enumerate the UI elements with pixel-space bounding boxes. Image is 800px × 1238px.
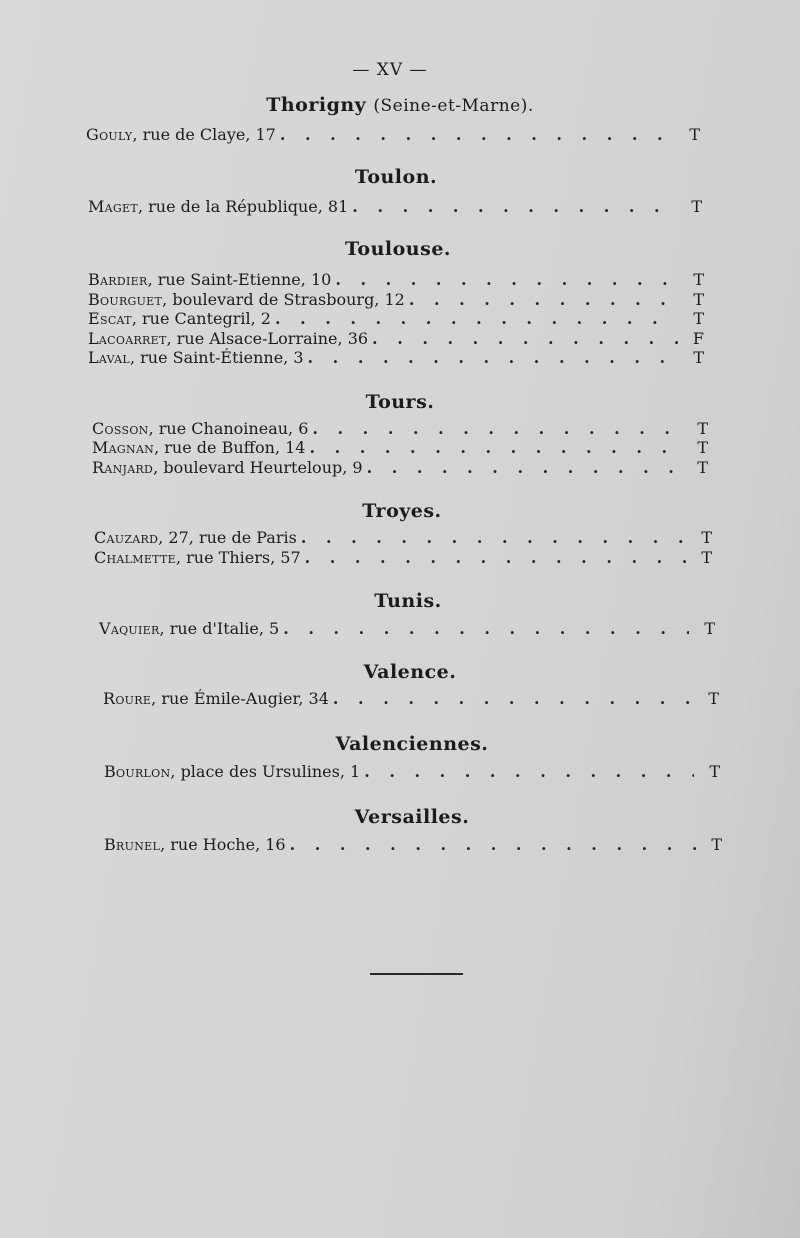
entry-name: Brunel	[104, 835, 161, 854]
entry-address: , place des Ursulines, 1	[170, 762, 361, 781]
list-item	[94, 528, 712, 548]
section-city: Thorigny	[266, 94, 367, 116]
dot-leader	[364, 762, 694, 781]
entry-code: T	[693, 290, 704, 309]
page-number: — XV —	[352, 60, 428, 80]
entry-code: T	[697, 458, 708, 477]
dot-leader	[335, 270, 678, 289]
dot-leader	[312, 419, 682, 438]
dot-leader	[333, 689, 693, 708]
dot-leader	[308, 348, 678, 367]
dot-leader	[290, 835, 696, 854]
entry-address: , rue Hoche, 16	[160, 835, 286, 854]
entry-name: Escat	[88, 309, 132, 328]
list-item	[86, 125, 700, 145]
section-city: Toulouse.	[344, 238, 452, 260]
entry-name: Ranjard	[92, 458, 154, 477]
dot-leader	[367, 458, 682, 477]
entry-address: , boulevard de Strasbourg, 12	[162, 290, 405, 309]
section-city: Troyes.	[362, 500, 442, 522]
list-item	[88, 197, 702, 217]
section-heading-toulon	[0, 166, 796, 188]
entry-name: Vaquier	[99, 619, 160, 638]
entry-name: Cosson	[92, 419, 149, 438]
section-region: (Seine-et-Marne).	[373, 96, 534, 116]
dot-leader	[301, 528, 686, 547]
entry-code: T	[693, 348, 704, 367]
section-city: Valence.	[363, 661, 457, 683]
dot-leader	[283, 619, 689, 638]
entry-address: , rue de Buffon, 14	[154, 438, 306, 457]
entry-name: Magnan	[92, 438, 155, 457]
closing-rule	[370, 973, 463, 975]
list-item	[92, 458, 708, 478]
entry-name: Chalmette	[94, 548, 176, 567]
entry-name: Gouly	[86, 125, 133, 144]
entry-address: , rue de Claye, 17	[132, 125, 276, 144]
entry-name: Maget	[88, 197, 138, 216]
list-item	[104, 762, 720, 782]
entry-code: T	[704, 619, 715, 638]
entry-code: T	[709, 762, 720, 781]
entry-code: T	[691, 197, 702, 216]
entry-address: , rue Cantegril, 2	[131, 309, 271, 328]
entry-name: Bourlon	[104, 762, 171, 781]
list-item	[94, 548, 712, 568]
entry-name: Cauzard	[94, 528, 159, 547]
entry-name: Bourguet	[88, 290, 163, 309]
entry-code: T	[701, 548, 712, 567]
section-city: Tours.	[365, 391, 435, 413]
list-item	[99, 619, 715, 639]
list-item	[88, 309, 704, 329]
entry-code: T	[693, 309, 704, 328]
dot-leader	[305, 548, 686, 567]
dot-leader	[280, 125, 674, 144]
entry-address: , rue Émile-Augier, 34	[151, 689, 329, 708]
entry-address: , boulevard Heurteloup, 9	[153, 458, 363, 477]
section-city: Versailles.	[354, 806, 470, 828]
entry-address: , rue de la République, 81	[137, 197, 349, 216]
section-heading-valenciennes	[12, 733, 800, 755]
entry-address: , rue Thiers, 57	[175, 548, 301, 567]
list-item	[92, 419, 708, 439]
section-heading-tours	[0, 391, 800, 413]
section-city: Valenciennes.	[335, 733, 489, 755]
entry-code: T	[701, 528, 712, 547]
entry-name: Laval	[88, 348, 130, 367]
entry-name: Roure	[103, 689, 152, 708]
dot-leader	[372, 329, 678, 348]
entry-address: , 27, rue de Paris	[158, 528, 297, 547]
entry-address: , rue Alsace-Lorraine, 36	[166, 329, 369, 348]
list-item	[88, 329, 704, 349]
entry-address: , rue Saint-Étienne, 3	[129, 348, 304, 367]
list-item	[88, 348, 704, 368]
entry-address: , rue d'Italie, 5	[159, 619, 280, 638]
dot-leader	[352, 197, 676, 216]
entry-code: T	[697, 438, 708, 457]
dot-leader	[409, 290, 678, 309]
list-item	[92, 438, 708, 458]
list-item	[88, 290, 704, 310]
entry-code: T	[697, 419, 708, 438]
entry-code: F	[692, 329, 704, 348]
section-city: Tunis.	[374, 590, 442, 612]
section-city: Toulon.	[354, 166, 438, 188]
entry-code: T	[708, 689, 719, 708]
entry-address: , rue Saint-Etienne, 10	[147, 270, 332, 289]
section-heading-valence	[10, 661, 800, 683]
entry-name: Bardier	[88, 270, 148, 289]
section-heading-tunis	[8, 590, 800, 612]
dot-leader	[275, 309, 678, 328]
entry-name: Lacoarret	[88, 329, 167, 348]
entry-code: T	[689, 125, 700, 144]
dot-leader	[309, 438, 682, 457]
list-item	[104, 835, 722, 855]
list-item	[88, 270, 704, 290]
entry-code: T	[711, 835, 722, 854]
list-item	[103, 689, 719, 709]
entry-address: , rue Chanoineau, 6	[148, 419, 309, 438]
section-heading-versailles	[12, 806, 800, 828]
entry-code: T	[693, 270, 704, 289]
section-heading-troyes	[2, 500, 800, 522]
section-heading-thorigny	[0, 94, 800, 116]
section-heading-toulouse	[0, 238, 798, 260]
